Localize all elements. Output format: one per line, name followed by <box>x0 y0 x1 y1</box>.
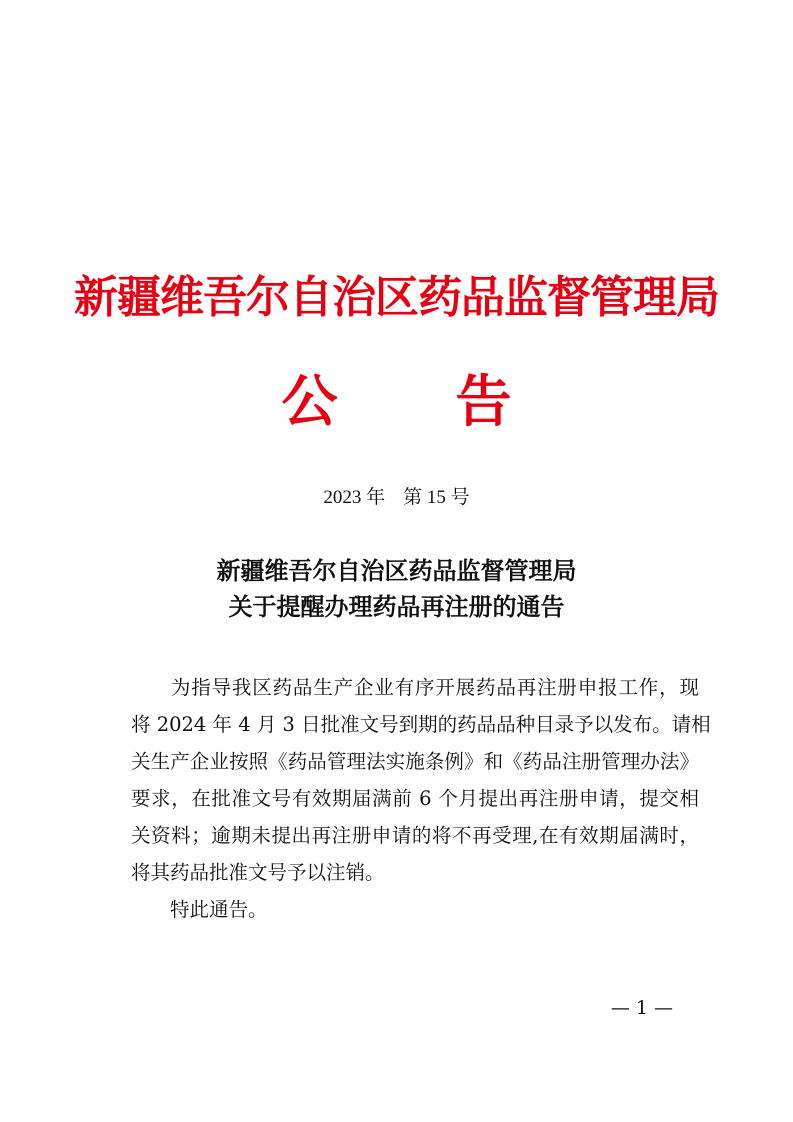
document-type-char-1: 公 <box>281 369 338 435</box>
document-number <box>0 484 793 512</box>
notice-title-line-2: 关于提醒办理药品再注册的通告 <box>228 592 565 621</box>
page-number: — 1 — <box>610 997 673 1019</box>
notice-body <box>131 669 711 928</box>
issuer-name: 新疆维吾尔自治区药品监督管理局 <box>74 272 719 323</box>
body-line-2: 将 2024 年 4 月 3 日批准文号到期的药品品种目录予以发布。请相 <box>131 713 711 736</box>
document-type-char-2: 告 <box>455 369 512 435</box>
body-line-1-text: 为指导我区药品生产企业有序开展药品再注册申报工作，现 <box>170 676 699 699</box>
closing-line <box>131 891 699 928</box>
body-line-4: 要求，在批准文号有效期届满前 6 个月提出再注册申请，提交相 <box>131 787 699 810</box>
body-line-5: 关资料；逾期未提出再注册申请的将不再受理,在有效期届满时， <box>131 824 699 847</box>
body-line-1 <box>131 669 699 706</box>
notice-title <box>0 553 793 625</box>
document-sequence: 第 15 号 <box>403 487 470 508</box>
document-type <box>0 362 793 442</box>
body-paragraph <box>131 669 711 891</box>
document-year: 2023 年 <box>323 487 386 508</box>
notice-title-line-1: 新疆维吾尔自治区药品监督管理局 <box>216 556 577 585</box>
body-line-3: 关生产企业按照《药品管理法实施条例》和《药品注册管理办法》 <box>131 750 699 773</box>
body-line-6: 将其药品批准文号予以注销。 <box>131 861 385 884</box>
closing-paragraph <box>131 891 699 928</box>
closing-text: 特此通告。 <box>170 898 268 921</box>
